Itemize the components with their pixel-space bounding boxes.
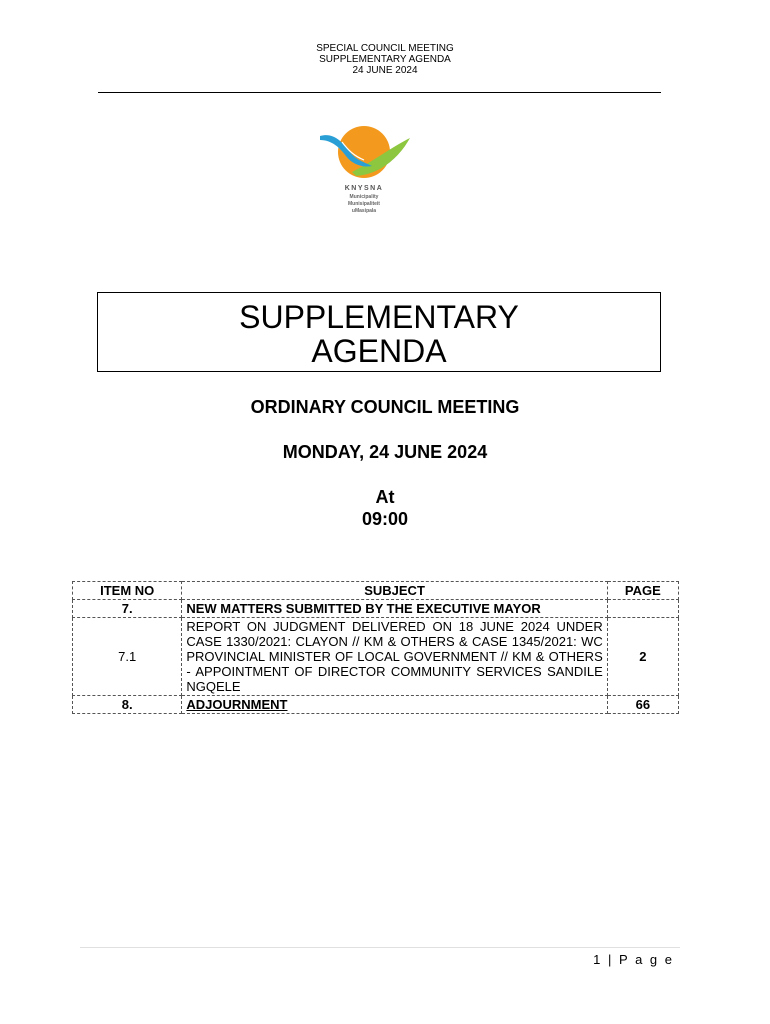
- header-item-no: ITEM NO: [73, 582, 182, 600]
- logo-line-1: Municipality: [349, 194, 379, 200]
- title-line-2: AGENDA: [311, 333, 447, 369]
- logo-line-2: Munisipaliteit: [348, 201, 380, 207]
- logo-name: KNYSNA: [344, 185, 384, 192]
- item-number: 7.: [73, 600, 182, 618]
- page-footer: [593, 952, 674, 967]
- header-page: PAGE: [607, 582, 678, 600]
- header-agenda-title: SUPPLEMENTARY AGENDA: [319, 54, 451, 65]
- header-divider: [98, 92, 661, 93]
- meeting-date: MONDAY, 24 JUNE 2024: [282, 442, 488, 462]
- footer-divider: [80, 947, 680, 948]
- header-date: 24 JUNE 2024: [352, 65, 418, 76]
- knysna-logo: [312, 122, 416, 216]
- agenda-table: [72, 581, 679, 714]
- logo-line-3: uMasipala: [351, 208, 377, 214]
- table-header-row: [73, 582, 679, 600]
- page-number: 1: [593, 952, 603, 967]
- table-row: [73, 600, 679, 618]
- meeting-time-block: [0, 486, 770, 530]
- page-label: P a g e: [619, 952, 674, 967]
- item-subject: REPORT ON JUDGMENT DELIVERED ON 18 JUNE 2024 UNDER CASE 1330/2021: CLAYON // KM & OTHERS & CASE 1345/2021: WC PROVINCIAL MINISTER OF LOCAL GOVERNMENT // KM & OTHERS - APPOINTMENT OF DIRECTOR COMMUNITY SERVICES SANDILE NGQELE: [182, 618, 607, 696]
- item-number: 8.: [73, 696, 182, 714]
- table-row: [73, 618, 679, 696]
- logo-emblem-icon: [312, 122, 416, 216]
- meeting-at-label: At: [375, 487, 395, 507]
- document-title-box: [97, 292, 661, 372]
- meeting-time: 09:00: [361, 509, 409, 529]
- item-subject: ADJOURNMENT: [182, 696, 607, 714]
- title-line-1: SUPPLEMENTARY: [239, 299, 519, 335]
- item-page: 66: [607, 696, 678, 714]
- footer-separator: |: [608, 952, 614, 967]
- item-page: [607, 600, 678, 618]
- page-header: [0, 43, 770, 76]
- table-row: [73, 696, 679, 714]
- header-subject: SUBJECT: [182, 582, 607, 600]
- meeting-type: ORDINARY COUNCIL MEETING: [250, 397, 520, 417]
- item-subject: NEW MATTERS SUBMITTED BY THE EXECUTIVE MAYOR: [182, 600, 607, 618]
- item-number: 7.1: [73, 618, 182, 696]
- header-meeting-title: SPECIAL COUNCIL MEETING: [316, 43, 454, 54]
- item-page: 2: [607, 618, 678, 696]
